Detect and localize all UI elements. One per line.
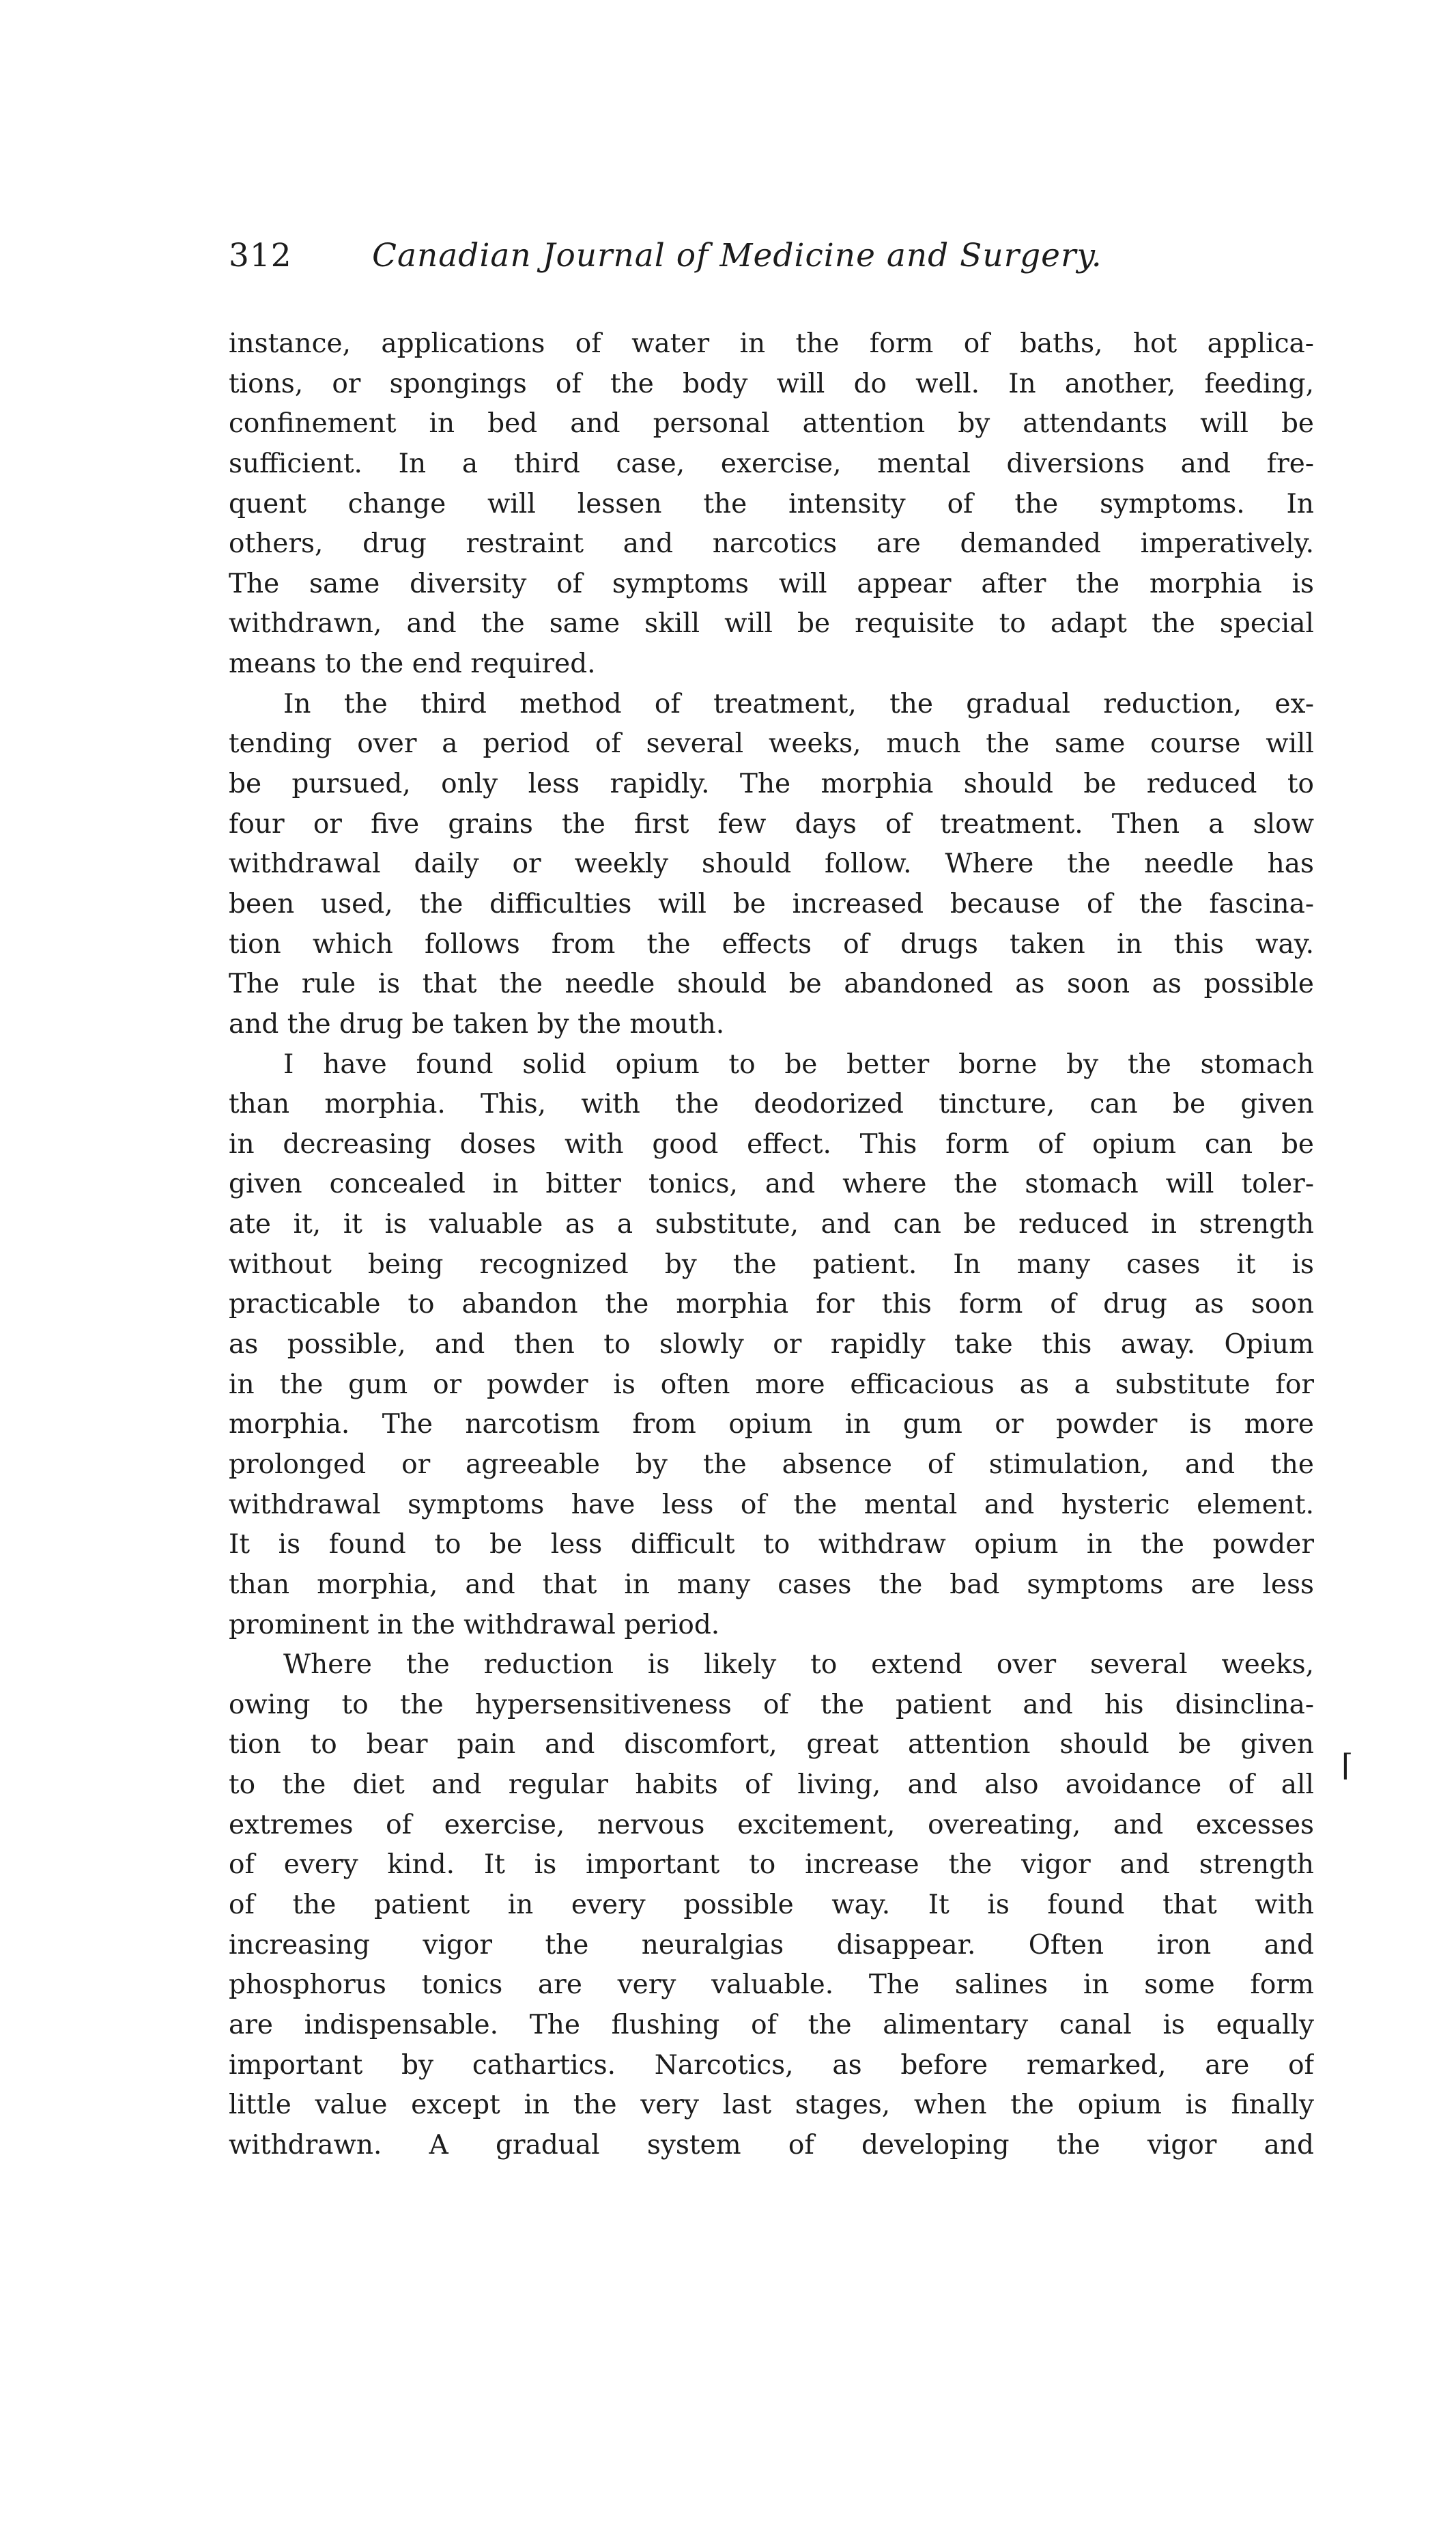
text-line: withdrawn. A gradual system of developing the vigor and <box>229 2129 1314 2161</box>
text-line: owing to the hypersensitiveness of the patient and his disinclina- <box>229 1689 1314 1720</box>
body-text <box>229 324 1314 2165</box>
text-line: others, drug restraint and narcotics are demanded imperatively. <box>229 528 1314 560</box>
text-line: given concealed in bitter tonics, and where the stomach will toler- <box>229 1169 1314 1200</box>
text-line: prolonged or agreeable by the absence of stimulation, and the <box>229 1449 1314 1480</box>
text-line: I have found solid opium to be better borne by the stomach <box>283 1049 1314 1080</box>
text-line: It is found to be less difficult to withdraw opium in the powder <box>229 1529 1314 1560</box>
text-line: Where the reduction is likely to extend over several weeks, <box>283 1649 1314 1681</box>
text-line: quent change will lessen the intensity of the symptoms. In <box>229 488 1314 519</box>
text-line: instance, applications of water in the form of baths, hot applica- <box>229 328 1314 359</box>
text-line: The rule is that the needle should be abandoned as soon as possible <box>229 969 1314 1000</box>
text-line: are indispensable. The flushing of the alimentary canal is equally <box>229 2009 1314 2040</box>
text-line: ate it, it is valuable as a substitute, and can be reduced in strength <box>229 1209 1314 1240</box>
text-line: withdrawn, and the same skill will be requisite to adapt the special <box>229 608 1314 640</box>
text-line: to the diet and regular habits of living, and also avoidance of all <box>229 1769 1314 1801</box>
text-line: prominent in the withdrawal period. <box>229 1609 720 1640</box>
text-line: be pursued, only less rapidly. The morphia should be reduced to <box>229 769 1314 800</box>
text-line: important by cathartics. Narcotics, as before remarked, are of <box>229 2049 1314 2081</box>
journal-title: Canadian Journal of Medicine and Surgery. <box>372 237 1102 274</box>
text-line: of the patient in every possible way. It is found that with <box>229 1889 1314 1920</box>
text-line: been used, the difficulties will be increased because of the fascina- <box>229 888 1314 920</box>
text-line: tion to bear pain and discomfort, great attention should be given <box>229 1729 1314 1761</box>
text-line: sufficient. In a third case, exercise, mental diversions and fre- <box>229 448 1314 479</box>
text-line: confinement in bed and personal attention by attendants will be <box>229 408 1314 440</box>
text-line: In the third method of treatment, the gradual reduction, ex- <box>283 688 1314 719</box>
text-line: tion which follows from the effects of drugs taken in this way. <box>229 928 1314 960</box>
text-line: without being recognized by the patient. In many cases it is <box>229 1249 1314 1280</box>
text-line: of every kind. It is important to increase the vigor and strength <box>229 1849 1314 1881</box>
text-line: withdrawal symptoms have less of the mental and hysteric element. <box>229 1489 1314 1520</box>
text-line: phosphorus tonics are very valuable. The salines in some form <box>229 1969 1314 2001</box>
text-line: withdrawal daily or weekly should follow. Where the needle has <box>229 849 1314 880</box>
text-line: The same diversity of symptoms will appear after the morphia is <box>229 568 1314 599</box>
text-line: and the drug be taken by the mouth. <box>229 1008 725 1040</box>
text-line: in the gum or powder is often more efficacious as a substitute for <box>229 1369 1314 1400</box>
text-line: tending over a period of several weeks, much the same course will <box>229 728 1314 760</box>
running-head <box>229 229 1314 283</box>
text-line: four or five grains the first few days of treatment. Then a slow <box>229 808 1314 840</box>
text-line: than morphia, and that in many cases the bad symptoms are less <box>229 1569 1314 1600</box>
text-line: in decreasing doses with good effect. This form of opium can be <box>229 1128 1314 1160</box>
text-line: tions, or spongings of the body will do well. In another, feeding, <box>229 368 1314 399</box>
text-line: extremes of exercise, nervous excitement, overeating, and excesses <box>229 1809 1314 1840</box>
text-line: increasing vigor the neuralgias disappear. Often iron and <box>229 1929 1314 1961</box>
text-line: than morphia. This, with the deodorized tincture, can be given <box>229 1089 1314 1120</box>
margin-mark: ⌈ <box>1341 1748 1354 1783</box>
text-line: little value except in the very last stages, when the opium is finally <box>229 2090 1314 2121</box>
text-line: means to the end required. <box>229 648 596 680</box>
text-line: morphia. The narcotism from opium in gum or powder is more <box>229 1409 1314 1440</box>
text-line: practicable to abandon the morphia for this form of drug as soon <box>229 1289 1314 1320</box>
text-line: as possible, and then to slowly or rapidly take this away. Opium <box>229 1329 1314 1360</box>
page-number: 312 <box>229 237 292 274</box>
